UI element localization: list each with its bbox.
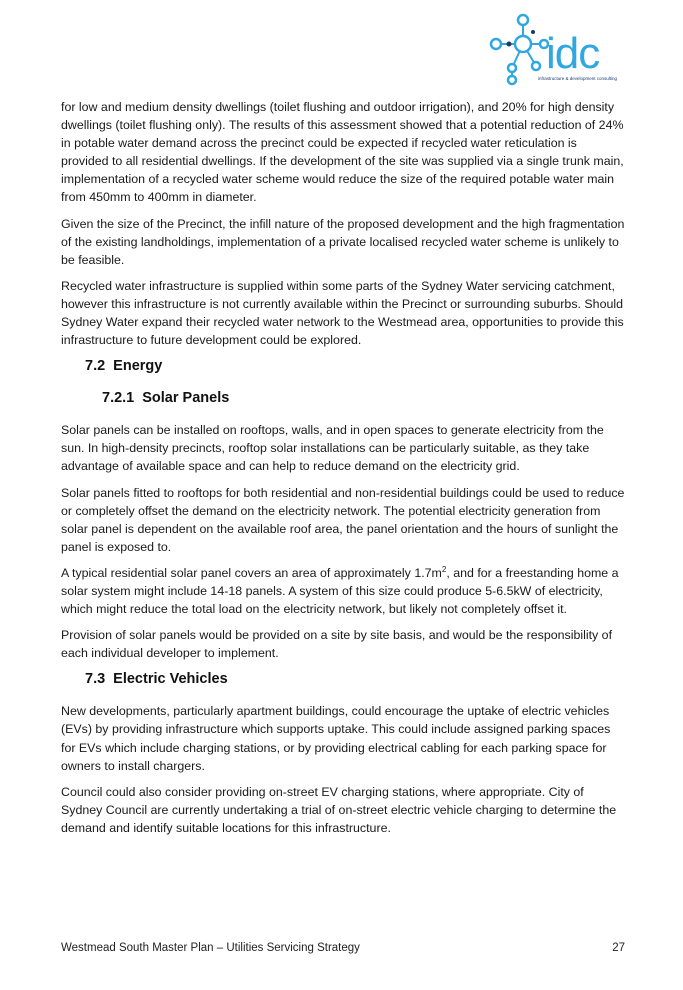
page-body bbox=[61, 98, 627, 845]
paragraph: Solar panels fitted to rooftops for both residential and non-residential buildings could be used to reduce or completely offset the demand on the electricity network. The potential electricity generation from solar panel is dependent on the available roof area, the panel orientation and the hours of sunlight the panel is exposed to. bbox=[61, 485, 625, 554]
section-title: Electric Vehicles bbox=[113, 671, 228, 688]
page-footer bbox=[61, 941, 625, 955]
section-heading-energy bbox=[85, 357, 627, 375]
paragraph: Solar panels can be installed on rooftops, walls, and in open spaces to generate electricity from the sun. In high-density precincts, rooftop solar installations can be particularly suitable, as they take advantage of available space and can help to reduce demand on the electricity grid. bbox=[61, 423, 604, 474]
subsection-heading-solar-panels bbox=[102, 389, 627, 407]
section-number: 7.2 bbox=[85, 358, 106, 375]
section-title: Energy bbox=[113, 358, 163, 375]
paragraph: Recycled water infrastructure is supplied within some parts of the Sydney Water servicing catchment, however this infrastructure is not currently available within the Precinct or surrounding suburbs. Should Sydney Water expand their recycled water network to the Westmead area, opportunities to provide this infrastructure to future development could be explored. bbox=[61, 278, 624, 348]
superscript: 2 bbox=[441, 564, 447, 574]
paragraph: New developments, particularly apartment buildings, could encourage the uptake of electric vehicles (EVs) by providing infrastructure which supports uptake. This could include assigned parking spaces for EVs which include charging stations, or by providing electrical cabling for each parking space for owners to install chargers. bbox=[61, 704, 611, 773]
section-number: 7.3 bbox=[85, 671, 106, 688]
paragraph bbox=[61, 564, 627, 618]
logo-tagline: infrastructure & development consulting bbox=[538, 76, 618, 81]
subsection-number: 7.2.1 bbox=[102, 390, 135, 407]
logo-wordmark: idc bbox=[546, 29, 600, 78]
page-number: 27 bbox=[612, 942, 625, 954]
section-heading-electric-vehicles bbox=[85, 670, 627, 688]
footer-title: Westmead South Master Plan – Utilities Servicing Strategy bbox=[61, 942, 360, 954]
paragraph-text: A typical residential solar panel covers an area of approximately 1.7m bbox=[61, 565, 442, 580]
company-logo bbox=[486, 12, 626, 86]
paragraph: Provision of solar panels would be provided on a site by site basis, and would be the responsibility of each individual developer to implement. bbox=[61, 628, 613, 661]
paragraph-text: , and for a freestanding home a solar system might include 14-18 panels. A system of this size could produce 5-6.5kW of electricity, which might reduce the total load on the electricity network, but likely not completely offset it. bbox=[61, 565, 619, 617]
paragraph: Given the size of the Precinct, the infill nature of the proposed development and the high fragmentation of the existing landholdings, implementation of a private localised recycled water scheme is unlikely to be feasible. bbox=[61, 216, 625, 267]
paragraph: Council could also consider providing on-street EV charging stations, where appropriate. City of Sydney Council are currently undertaking a trial of on-street electric vehicle charging to determine the demand and identify suitable locations for this infrastructure. bbox=[61, 784, 617, 835]
subsection-title: Solar Panels bbox=[142, 390, 230, 407]
paragraph: for low and medium density dwellings (toilet flushing and outdoor irrigation), and 20% for high density dwellings (toilet flushing only). The results of this assessment showed that a potential reduction of 24% in potable water demand across the precinct could be expected if recycled water reticulation is provided to all residential dwellings. If the development of the site was supplied via a single trunk main, implementation of a recycled water scheme would reduce the size of the required potable water main from 450mm to 400mm in diameter. bbox=[61, 100, 624, 205]
